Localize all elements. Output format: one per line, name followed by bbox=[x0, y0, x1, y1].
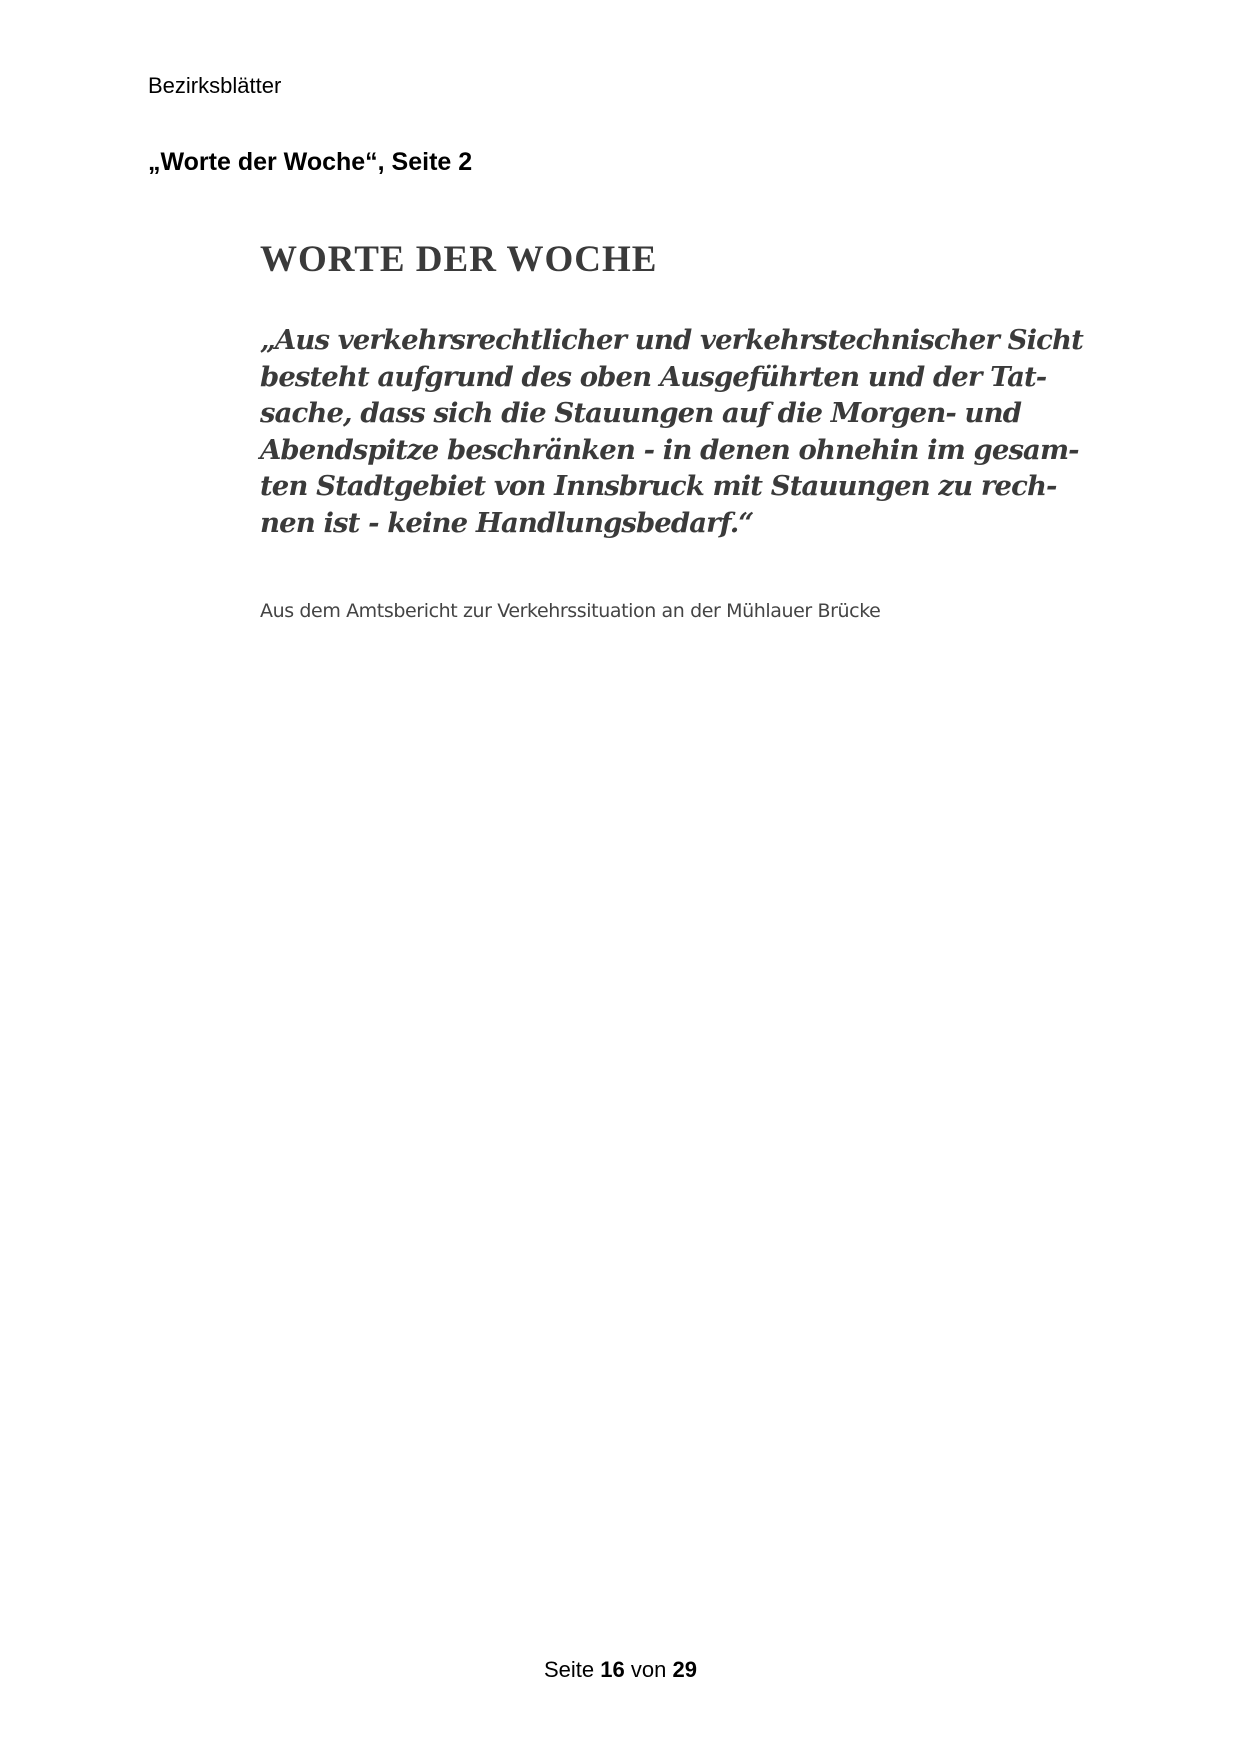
page-footer bbox=[0, 1657, 1241, 1683]
document-header-label: Bezirksblätter bbox=[148, 73, 282, 98]
footer-prefix: Seite bbox=[544, 1657, 595, 1682]
quote-line: besteht aufgrund des oben Ausgeführten und der Tat- bbox=[260, 360, 1047, 393]
clipping-title: WORTE DER WOCHE bbox=[260, 239, 658, 280]
quote-line: sache, dass sich die Stauungen auf die Morgen- und bbox=[260, 397, 1022, 430]
current-page-number: 16 bbox=[600, 1657, 625, 1682]
footer-separator: von bbox=[630, 1657, 667, 1682]
quote-line: nen ist - keine Handlungsbedarf.“ bbox=[260, 506, 754, 539]
clipping-source: Aus dem Amtsbericht zur Verkehrssituation an der Mühlauer Brücke bbox=[260, 600, 881, 622]
newspaper-clipping bbox=[252, 232, 1083, 638]
quote-line: „Aus verkehrsrechtlicher und verkehrstechnischer Sicht bbox=[260, 324, 1083, 356]
clipping-quote bbox=[260, 322, 1083, 542]
quote-line: Abendspitze beschränken - in denen ohnehin im gesam- bbox=[260, 433, 1079, 466]
quote-line: ten Stadtgebiet von Innsbruck mit Stauungen zu rech- bbox=[260, 470, 1057, 503]
section-heading: „Worte der Woche“, Seite 2 bbox=[148, 148, 473, 176]
total-pages: 29 bbox=[672, 1657, 697, 1682]
